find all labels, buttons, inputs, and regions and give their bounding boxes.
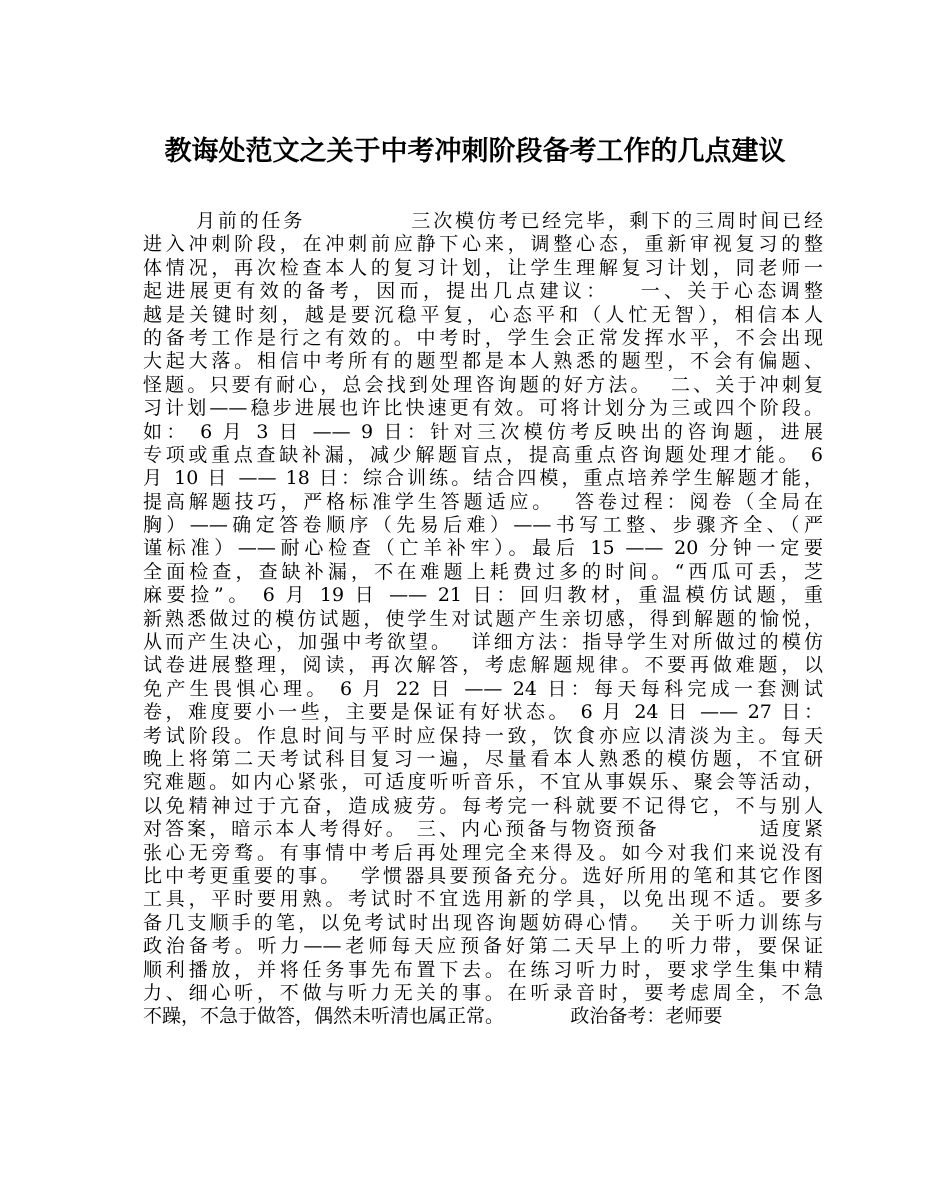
body-line: 力、细心听，不做与听力无关的事。在听录音时，要考虑周全，不急: [143, 981, 823, 1004]
body-line: 谨标准）——耐心检查（亡羊补牢）。最后 15 —— 20 分钟一定要: [143, 537, 823, 560]
body-line: 提高解题技巧，严格标准学生答题适应。 答卷过程：阅卷（全局在: [143, 490, 823, 513]
body-line: 究难题。如内心紧张，可适度听听音乐，不宜从事娱乐、聚会等活动，: [143, 771, 823, 794]
body-line: 试卷进展整理，阅读，再次解答，考虑解题规律。不要再做难题，以: [143, 654, 823, 677]
body-line: 卷，难度要小一些，主要是保证有好状态。 6 月 24 日 —— 27 日：: [143, 701, 823, 724]
body-line: 工具，平时要用熟。考试时不宜选用新的学具，以免出现不适。要多: [143, 888, 823, 911]
body-line: 体情况，再次检查本人的复习计划，让学生理解复习计划，同老师一: [143, 256, 823, 279]
document-title: 教诲处范文之关于中考冲刺阶段备考工作的几点建议: [164, 136, 786, 167]
body-line: 进入冲刺阶段，在冲刺前应静下心来，调整心态，重新审视复习的整: [143, 233, 823, 256]
body-line: 麻要捡”。 6 月 19 日 —— 21 日：回归教材，重温模仿试题，重: [143, 584, 823, 607]
body-line: 越是关键时刻，越是要沉稳平复，心态平和（人忙无智），相信本人: [143, 303, 823, 326]
body-line: 备几支顺手的笔，以免考试时出现咨询题妨碍心情。 关于听力训练与: [143, 911, 823, 934]
body-line: 月 10 日 —— 18 日：综合训练。结合四模，重点培养学生解题才能，: [143, 467, 823, 490]
body-line: 的备考工作是行之有效的。中考时，学生会正常发挥水平，不会出现: [143, 326, 823, 349]
body-line: 顺利播放，并将任务事先布置下去。在练习听力时，要求学生集中精: [143, 958, 823, 981]
body-line: 怪题。只要有耐心，总会找到处理咨询题的好方法。 二、关于冲刺复: [143, 373, 823, 396]
body-line: 新熟悉做过的模仿试题，使学生对试题产生亲切感，得到解题的愉悦，: [143, 607, 823, 630]
body-line: 从而产生决心，加强中考欲望。 详细方法：指导学生对所做过的模仿: [143, 631, 823, 654]
body-line: 晚上将第二天考试科目复习一遍，尽量看本人熟悉的模仿题，不宜研: [143, 747, 823, 770]
body-line: 张心无旁骛。有事情中考后再处理完全来得及。如今对我们来说没有: [143, 841, 823, 864]
document-body: [143, 210, 823, 1029]
body-line: 习计划——稳步进展也许比快速更有效。可将计划分为三或四个阶段。: [143, 397, 823, 420]
body-line: 政治备考。听力——老师每天应预备好第二天早上的听力带，要保证: [143, 935, 823, 958]
body-line: 考试阶段。作息时间与平时应保持一致，饮食亦应以清淡为主。每天: [143, 724, 823, 747]
body-line: 对答案，暗示本人考得好。 三、内心预备与物资预备 适度紧: [143, 818, 823, 841]
body-line: 全面检查，查缺补漏，不在难题上耗费过多的时间。“西瓜可丢，芝: [143, 560, 823, 583]
body-line: 专项或重点查缺补漏，减少解题盲点，提高重点咨询题处理才能。 6: [143, 443, 823, 466]
body-line: 月前的任务 三次模仿考已经完毕，剩下的三周时间已经: [143, 210, 823, 232]
body-line: 起进展更有效的备考，因而，提出几点建议： 一、关于心态调整: [143, 280, 823, 303]
body-line: 以免精神过于亢奋，造成疲劳。每考完一科就要不记得它，不与别人: [143, 794, 823, 817]
body-line: 比中考更重要的事。 学惯器具要预备充分。选好所用的笔和其它作图: [143, 864, 823, 887]
body-line: 如： 6 月 3 日 —— 9 日：针对三次模仿考反映出的咨询题，进展: [143, 420, 823, 443]
body-line: 不躁，不急于做答，偶然未听清也属正常。 政治备考：老师要: [143, 1005, 723, 1028]
body-line: 胸）——确定答卷顺序（先易后难）——书写工整、步骤齐全、（严: [143, 514, 823, 537]
body-line: 大起大落。相信中考所有的题型都是本人熟悉的题型，不会有偏题、: [143, 350, 823, 373]
body-line: 免产生畏惧心理。 6 月 22 日 —— 24 日：每天每科完成一套测试: [143, 677, 823, 700]
